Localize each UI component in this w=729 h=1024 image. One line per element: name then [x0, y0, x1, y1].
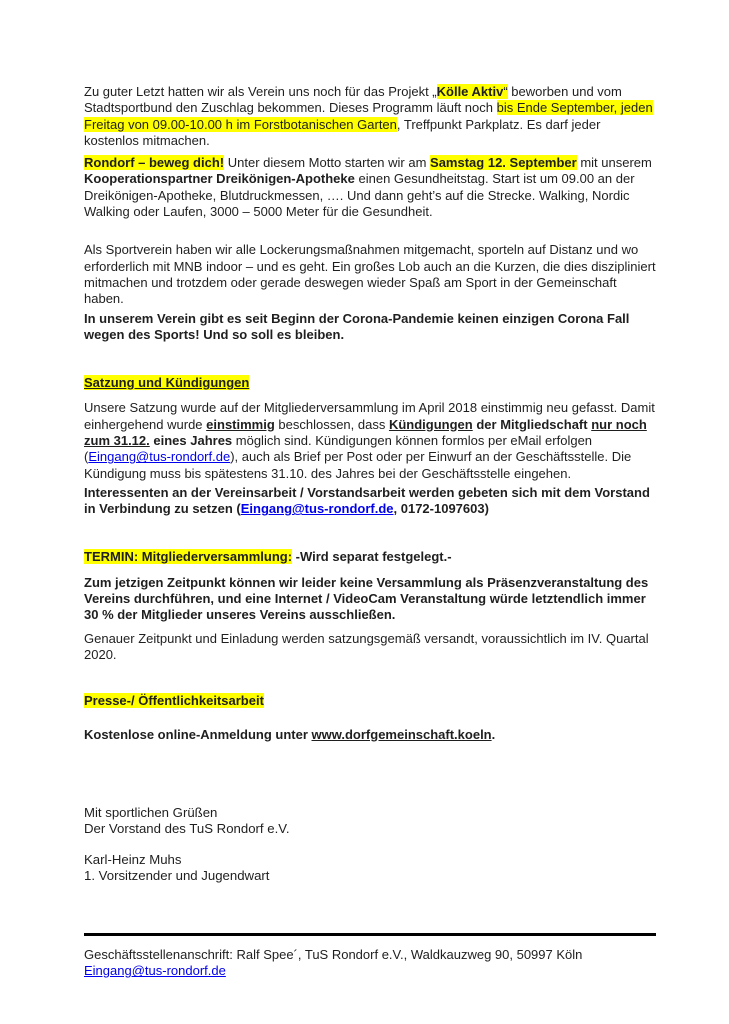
paragraph-rondorf-beweg-dich [84, 155, 656, 220]
signature-name-title [84, 852, 656, 885]
text-run: Unsere Satzung wurde auf der Mitgliederversammlung im April 2018 einstimmig neu gefasst. Damit einhergehend wurde [84, 400, 655, 432]
text-run: einen Gesundheitstag. Start ist um 09.00 an der Dreikönigen-Apotheke, Blutdruckmessen, …. Und dann geht’s auf die Strecke. Walking, Nordic Walking oder Laufen, 3000 – 5000 Meter für die Gesundheit. [84, 171, 635, 220]
text-run: Kölle Aktiv [436, 84, 504, 99]
text-run: Als Sportverein haben wir alle Lockerungsmaßnahmen mitgemacht, sporteln auf Distanz und wo erforderlich mit MNB indoor – und es geht. Ein großes Lob auch an die Kurzen, die dies diszipliniert mitmachen und trotzdem oder gerade deswegen wieder Spaß am Sport in der Gemeinschaft haben. [84, 242, 656, 307]
paragraph-corona-fall [84, 311, 656, 344]
text-run: -Wird separat festgelegt.- [292, 548, 452, 564]
signature-block [84, 805, 656, 884]
text-run: Rondorf – beweg dich! [84, 155, 225, 171]
text-run: Mit sportlichen Grüßen [84, 804, 218, 820]
text-run: möglich sind. Kündigungen können formlos per eMail erfolgen ( [84, 433, 593, 465]
text-run: beschlossen, dass [274, 416, 389, 432]
heading-presse-oeffentlichkeitsarbeit [84, 693, 656, 709]
text-run: “ [503, 84, 508, 99]
text-run: Zum jetzigen Zeitpunkt können wir leider keine Versammlung als Präsenzveranstaltung des Vereins durchführen, und eine Internet / VideoCam Veranstaltung würde letztendlich immer 30 % der Mitglieder unseres Vereins ausschließen. [84, 574, 649, 623]
text-run: Unter diesem Motto starten wir am [224, 155, 431, 171]
text-run: 1. Vorsitzender und Jugendwart [84, 867, 270, 883]
text-run: Presse-/ Öffentlichkeitsarbeit [84, 693, 264, 709]
text-run: Der Vorstand des TuS Rondorf e.V. [84, 821, 290, 837]
text-run: bis Ende September, jeden Freitag von 09.00-10.00 h im Forstbotanischen Garten [84, 100, 653, 132]
text-run: , 0172-1097603) [393, 501, 489, 517]
paragraph-interessenten [84, 485, 656, 518]
text-run: einstimmig [206, 416, 275, 432]
page-footer [84, 933, 656, 980]
paragraph-koelle-aktiv [84, 84, 656, 149]
vorstand-email-link[interactable]: Eingang@tus-rondorf.de [240, 501, 394, 517]
text-run: Samstag 12. September [430, 155, 577, 171]
text-run: Genauer Zeitpunkt und Einladung werden satzungsgemäß versandt, voraussichtlich im IV. Quartal 2020. [84, 630, 649, 663]
text-run: Karl-Heinz Muhs [84, 851, 182, 867]
text-run: Kooperationspartner Dreikönigen-Apotheke [84, 171, 355, 187]
text-run: In unserem Verein gibt es seit Beginn der Corona-Pandemie keinen einzigen Corona Fall wegen des Sports! Und so soll es bleiben. [84, 310, 630, 342]
paragraph-keine-versammlung [84, 575, 656, 624]
text-run: Kündigungen [388, 416, 473, 432]
footer-divider [84, 933, 656, 936]
text-run: eines Jahres [149, 433, 233, 449]
footer-email-link[interactable]: Eingang@tus-rondorf.de [84, 963, 226, 979]
heading-satzung-und-kuendigungen [84, 375, 656, 391]
text-run: Kostenlose online-Anmeldung unter [84, 726, 312, 742]
text-run: der Mitgliedschaft [472, 416, 592, 432]
footer-address: Geschäftsstellenanschrift: Ralf Spee´, TuS Rondorf e.V., Waldkauzweg 90, 50997 Köln [84, 947, 583, 962]
footer-text [84, 947, 656, 980]
paragraph-genauer-zeitpunkt [84, 631, 656, 664]
text-run: , Treffpunkt Parkplatz. Es darf jeder kostenlos mitmachen. [84, 116, 601, 148]
paragraph-lockerungsmassnahmen [84, 242, 656, 307]
text-run: beworben und vom Stadtsportbund den Zuschlag bekommen. Dieses Programm läuft noch [84, 84, 622, 116]
paragraph-termin-mitgliederversammlung [84, 549, 656, 565]
text-run: mit unserem [576, 155, 652, 171]
paragraph-online-anmeldung [84, 727, 656, 743]
paragraph-satzung [84, 400, 656, 481]
text-run: nur noch zum 31.12. [84, 416, 647, 449]
letter-body [84, 84, 656, 884]
dorfgemeinschaft-link[interactable]: www.dorfgemeinschaft.koeln [311, 726, 492, 742]
text-run: Satzung und Kündigungen [84, 375, 250, 391]
text-run: TERMIN: Mitgliederversammlung: [84, 548, 293, 564]
text-run: . [491, 726, 496, 742]
text-run: ), auch als Brief per Post oder per Einwurf an der Geschäftsstelle. Die Kündigung muss bis spätestens 31.10. des Jahres bei der Geschäftsstelle eingehen. [84, 449, 632, 481]
text-run: Interessenten an der Vereinsarbeit / Vorstandsarbeit werden gebeten sich mit dem Vorstand in Verbindung zu setzen ( [84, 484, 650, 517]
text-run: Zu guter Letzt hatten wir als Verein uns noch für das Projekt „ [84, 84, 437, 99]
satzung-email-link[interactable]: Eingang@tus-rondorf.de [88, 449, 231, 465]
signature-greeting [84, 805, 656, 838]
